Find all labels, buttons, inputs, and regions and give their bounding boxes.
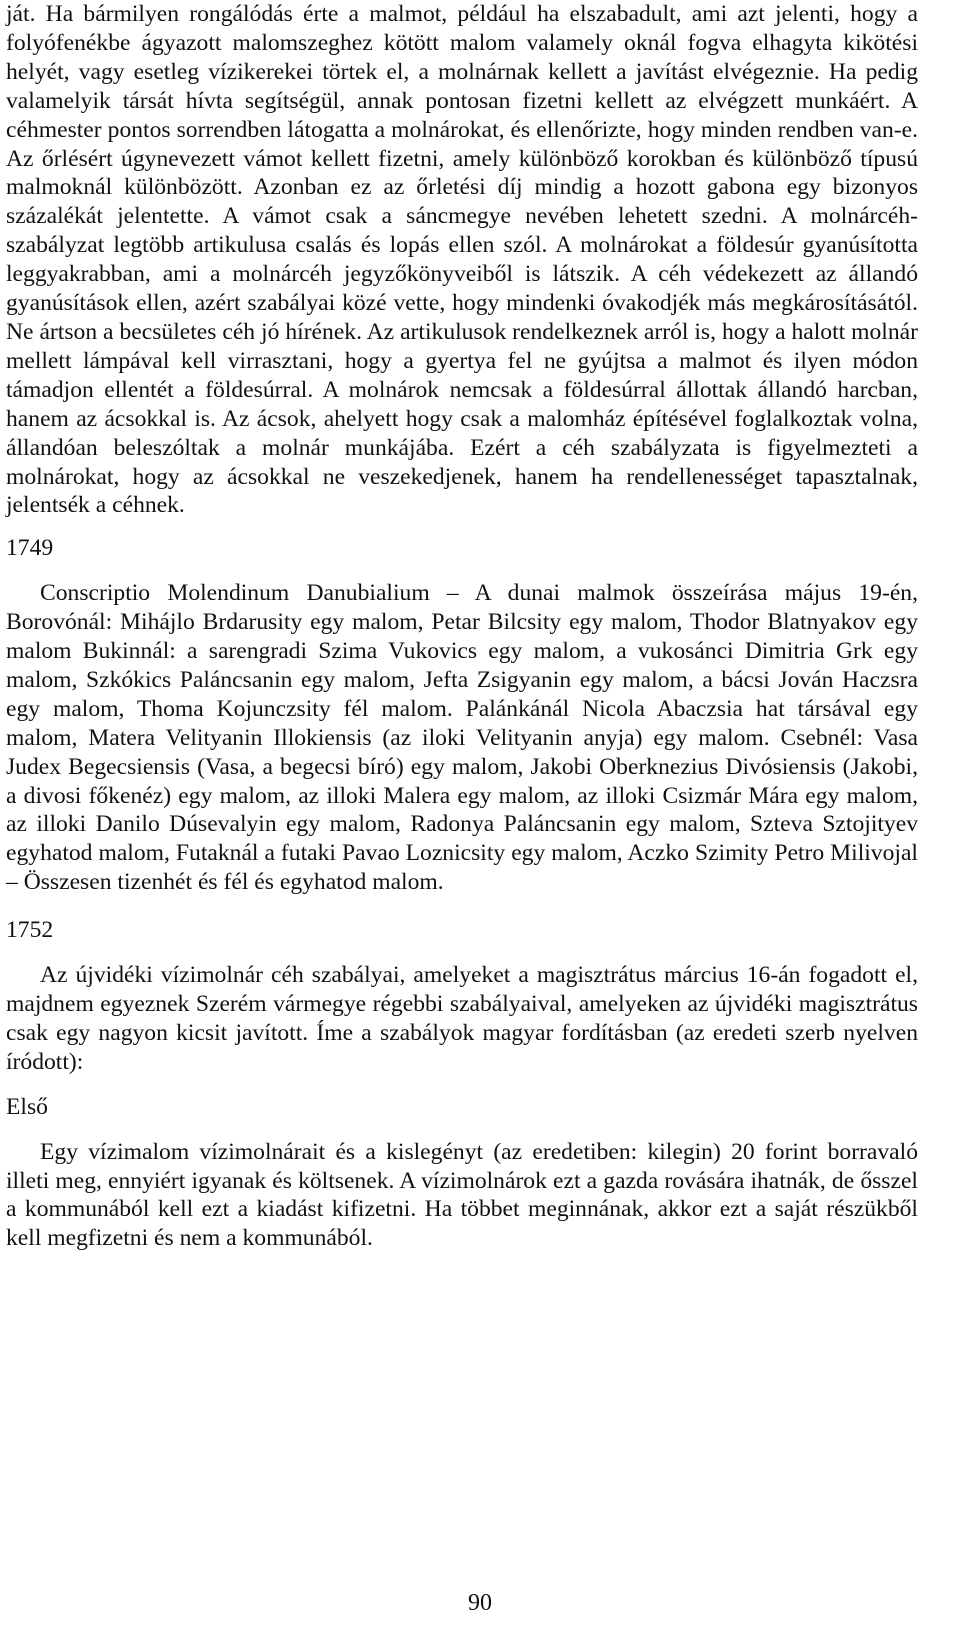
section-heading-1749: 1749 <box>6 535 54 562</box>
intro-paragraph: ját. Ha bármilyen rongálódás érte a malmot, például ha elszabadult, ami azt jelenti, hogy a folyófenékbe ágyazott malomszeghez kötött malom valamely oknál fogva elhagyta kikötési helyét, vagy esetleg vízikerekei törtek el, a molnárnak kellett a javítást elvégeznie. Ha pedig valamelyik társát hívta segítségül, annak pontosan fizetni kellett az elvégzett munkáért. A céhmester pontos sorrendben látogatta a molnárokat, és ellenőrizte, hogy minden rendben van-e. Az őrlésért úgynevezett vámot kellett fizetni, amely különböző korokban és különböző típusú malmoknál különbözött. Azonban ez az őrletési díj mindig a hozott gabona egy bizonyos százalékát jelentette. A vámot csak a sáncmegye nevében lehetett szedni. A molnárcéh-szabályzat legtöbb artikulusa csalás és lopás ellen szól. A molnárokat a földesúr gyanúsította leggyakrabban, ami a molnárcéh jegyzőkönyveiből is látszik. A céh védekezett az állandó gyanúsítások ellen, azért szabályai közé vette, hogy mindenki óvakodjék más megkárosításától. Ne ártson a becsületes céh jó hírének. Az artikulusok rendelkeznek arról is, hogy a halott molnár mellett lámpával kell virrasztani, hogy a gyertya fel ne gyújtsa a malmot és ilyen módon támadjon ellentét a földesúrral. A molnárok nemcsak a földesúrral állottak állandó harcban, hanem az ácsokkal is. Az ácsok, ahelyett hogy csak a malomház építésével foglalkoztak volna, állandóan beleszóltak a molnár munkájába. Ezért a céh szabályzata is figyelmezteti a molnárokat, hogy az ácsokkal ne veszekedjenek, hanem ha rendellenességet tapasztalnak, jelentsék a céhnek. <box>6 1 918 519</box>
section-heading-elso: Első <box>6 1093 48 1120</box>
paragraph-1752: Az újvidéki vízimolnár céh szabályai, amelyeket a magisztrátus március 16-án fogadott el, majdnem egyeznek Szerém vármegye régebbi szabályaival, amelyeken az újvidéki magisztrátus csak egy nagyon kicsit javított. Íme a szabályok magyar fordításban (az eredeti szerb nyelven íródott): <box>6 962 918 1075</box>
section-heading-1752: 1752 <box>6 917 54 944</box>
page-number: 90 <box>468 1590 492 1616</box>
paragraph-elso: Egy vízimalom vízimolnárait és a kislegényt (az eredetiben: kilegin) 20 forint borravaló illeti meg, ennyiért igyanak és költsenek. A vízimolnárok ezt a gazda rovására ihatnák, de ősszel a kommunából kell ezt a kiadást kifizetni. Ha többet meginnának, akkor ezt a saját részükből kell megfizetni és nem a kommunából. <box>6 1138 918 1252</box>
paragraph-1749: Conscriptio Molendinum Danubialium – A dunai malmok összeírása május 19-én, Borovónál: Mihájlo Brdarusity egy malom, Petar Bilcsity egy malom, Thodor Blatnyakov egy malom Bukinnál: a sarengradi Szima Vukovics egy malom, a vukosánci Dimitria Grk egy malom, Szkókics Paláncsanin egy malom, Jefta Zsigyanin egy malom, a bácsi Jován Haczsra egy malom, Thoma Kojunczsity fél malom. Palánkánál Nicola Abaczsia hat társával egy malom, Matera Velityanin Illokiensis (az iloki Velityanin anyja) egy malom. Csebnél: Vasa Judex Begecsiensis (Vasa, a begecsi bíró) egy malom, Jakobi Oberknezius Divósiensis (Jakobi, a divosi főkenéz) egy malom, az illoki Malera egy malom, az illoki Csizmár Mára egy malom, az illoki Danilo Dúsevalyin egy malom, Radonya Paláncsanin egy malom, Szteva Sztojityev egyhatod malom, Futaknál a futaki Pavao Loznicsity egy malom, Aczko Szimity Petro Milivojal – Összesen tizenhét és fél és egyhatod malom. <box>6 580 918 896</box>
document-page <box>6 0 918 1253</box>
